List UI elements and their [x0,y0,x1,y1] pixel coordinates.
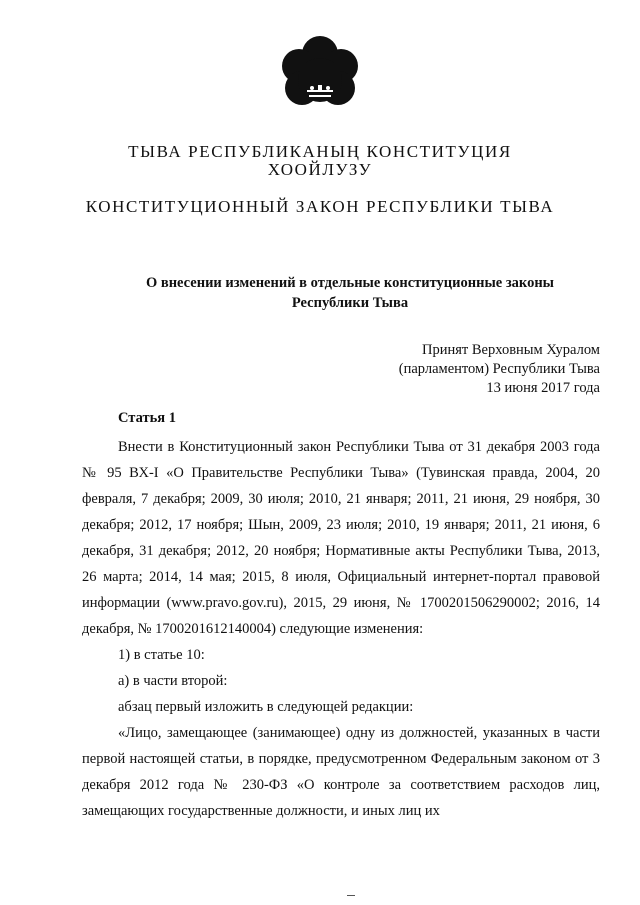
article-body [82,434,600,824]
page-mark [347,895,355,896]
adoption-note [399,341,600,398]
subject-line1: О внесении изменений в отдельные конституционные законы [145,275,555,291]
item-1: 1) в статье 10: [118,647,205,663]
document-title-tuvan [100,143,540,179]
subject-line2: Республики Тыва [291,295,409,311]
item-abzac: абзац первый изложить в следующей редакции: [118,699,414,715]
document-title-russian: КОНСТИТУЦИОННЫЙ ЗАКОН РЕСПУБЛИКИ ТЫВА [85,197,555,216]
coat-of-arms-emblem [272,32,368,116]
law-subject [110,273,590,313]
paragraph-amendment: Внести в Конституционный закон Республики Тыва от 31 декабря 2003 года № 95 ВХ-I «О Правительстве Республики Тыва» (Тувинская правда, 2004, 20 февраля, 7 декабря; 2009, 30 июля; 2010, 21 января; 2011, 21 июня, 29 ноября, 30 декабря; 2012, 17 ноября; Шын, 2009, 23 июля; 2010, 19 января; 2011, 21 июня, 6 декабря, 31 декабря; 2012, 20 ноября; Нормативные акты Республики Тыва, 2013, 26 марта; 2014, 14 мая; 2015, 8 июля, Официальный интернет-портал правовой информации (www.pravo.gov.ru), 2015, 29 июня, № 1700201506290002; 2016, 14 декабря, № 1700201612140004) следующие изменения: [82,439,600,637]
adopted-line1: Принят Верховным Хуралом [422,342,600,358]
quoted-text: «Лицо, замещающее (занимающее) одну из должностей, указанных в части первой настоящей статьи, в порядке, предусмотренном Федеральным законом от 3 декабря 2012 года № 230-ФЗ «О контроле за соответствием расходов лиц, замещающих государственные должности, и иных лиц их [82,725,600,819]
article-heading: Статья 1 [118,410,176,426]
title-tuvan-line2: ХООЙЛУЗУ [267,160,373,179]
item-a: а) в части второй: [118,673,228,689]
adopted-date: 13 июня 2017 года [486,380,600,396]
title-tuvan-line1: ТЫВА РЕСПУБЛИКАНЫҢ КОНСТИТУЦИЯ [128,142,512,161]
adopted-line2: (парламентом) Республики Тыва [398,361,600,377]
